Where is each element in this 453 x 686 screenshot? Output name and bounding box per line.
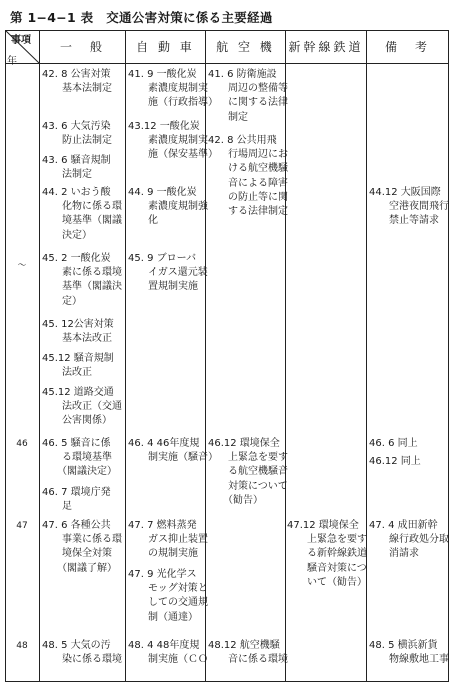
entry-aircraft: 41. 6 防衛施設 周辺の整備等 に関する法律 制定	[208, 69, 288, 123]
entry-notes: 48. 5 横浜新貨 物線敷地工事	[369, 640, 449, 666]
entry-general: 48. 5 大気の汚 染に係る環境	[42, 640, 122, 666]
entry-general: 42. 8 公害対策 基本法制定	[42, 69, 112, 95]
table-border-left	[5, 30, 6, 682]
entry-general: 43. 6 大気汚染 防止法制定	[42, 121, 112, 147]
column-header-aircraft: 航 空 機	[216, 40, 275, 54]
year-label: 46	[16, 439, 28, 449]
chronology-table	[5, 30, 449, 682]
entry-notes: 47. 4 成田新幹 線行政処分取 消請求	[369, 520, 449, 560]
table-border-bottom	[5, 681, 449, 682]
entry-general: 43. 6 騒音規制 法制定	[42, 155, 111, 181]
entry-automobile: 45. 9 ブローバ イガス還元装 置規制実施	[128, 253, 208, 293]
table-title: 第 1−4−1 表 交通公害対策に係る主要経過	[10, 10, 273, 25]
entry-general: 46. 7 環境庁発 足	[42, 487, 111, 513]
entry-general: 47. 6 各種公共 事業に係る環 境保全対策 （閣議了解）	[42, 520, 122, 574]
header-corner-item: 事項	[11, 35, 31, 46]
year-label: 48	[16, 641, 28, 651]
entry-notes: 46. 6 同上	[369, 438, 418, 449]
table-border-right	[448, 30, 449, 682]
header-divider	[5, 63, 449, 64]
column-header-automobile: 自 動 車	[136, 40, 195, 54]
entry-general: 46. 5 騒音に係 る環境基準 （閣議決定）	[42, 438, 117, 478]
year-range-mark: ～	[17, 261, 27, 271]
column-divider	[39, 30, 40, 682]
year-label: 47	[16, 521, 28, 531]
entry-automobile: 41. 9 一酸化炭 素濃度規制実 施（行政指導）	[128, 69, 218, 109]
entry-shinkansen: 47.12 環境保全 上緊急を要す る新幹線鉄道 騒音対策につ いて（勧告）	[287, 520, 367, 588]
column-header-shinkansen: 新幹線鉄道	[288, 40, 364, 54]
entry-aircraft: 42. 8 公共用飛 行場周辺にお ける航空機騒 音による障害 の防止等に関 する法律制定	[208, 135, 288, 218]
entry-notes: 46.12 同上	[369, 456, 421, 467]
entry-general: 45.12 騒音規制 法改正	[42, 353, 114, 379]
column-divider	[285, 30, 286, 682]
entry-general: 44. 2 いおう酸 化物に係る環 境基準（閣議 決定）	[42, 187, 122, 241]
column-header-general: 一 般	[59, 40, 105, 54]
entry-general: 45.12 道路交通 法改正（交通 公害関係）	[42, 387, 122, 427]
entry-aircraft: 46.12 環境保全 上緊急を要す る航空機騒音 対策について （勧告）	[208, 438, 288, 506]
entry-automobile: 47. 9 光化学ス モッグ対策と しての交通規 制（通達）	[128, 569, 208, 623]
entry-automobile: 44. 9 一酸化炭 素濃度規制強 化	[128, 187, 208, 227]
entry-notes: 44.12 大阪国際 空港夜間飛行 禁止等請求	[369, 187, 449, 227]
entry-aircraft: 48.12 航空機騒 音に係る環境	[208, 640, 288, 666]
entry-automobile: 47. 7 燃料蒸発 ガス抑止装置 の規制実施	[128, 520, 208, 560]
header-corner-year: 年	[7, 56, 17, 67]
entry-automobile: 43.12 一酸化炭 素濃度規制実 施（保安基準）	[128, 121, 218, 161]
column-header-notes: 備 考	[384, 40, 430, 54]
entry-general: 45. 2 一酸化炭 素に係る環境 基準（閣議決 定）	[42, 253, 122, 307]
entry-general: 45. 12公害対策 基本法改正	[42, 319, 114, 345]
column-divider	[125, 30, 126, 682]
entry-automobile: 46. 4 46年度規 制実施（騒音）	[128, 438, 218, 464]
entry-automobile: 48. 4 48年度規 制実施（ＣＯ	[128, 640, 208, 666]
